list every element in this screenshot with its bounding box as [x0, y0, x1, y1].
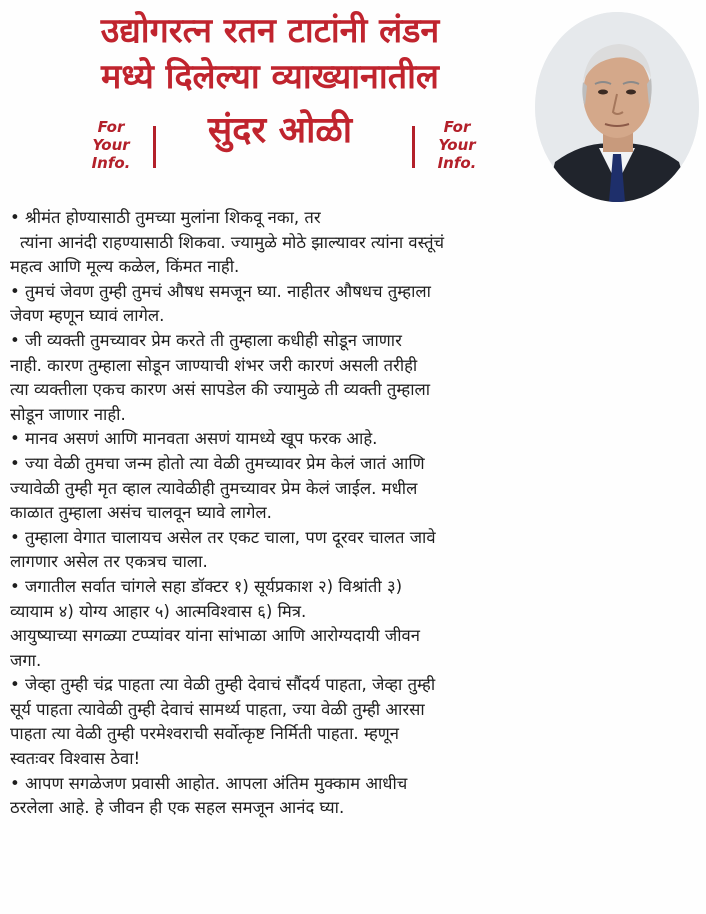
quote-paragraph: [10, 206, 700, 280]
quote-paragraph: [10, 575, 700, 673]
quote-line: आयुष्याच्या सगळ्या टप्प्यांवर यांना सांभाळा आणि आरोग्यदायी जीवन: [10, 626, 420, 646]
portrait-photo: [535, 12, 699, 202]
quote-line: सूर्य पाहता त्यावेळी तुम्ही देवाचं सामर्थ्य पाहता, ज्या वेळी तुम्ही आरसा: [10, 699, 425, 719]
title-line-3: सुंदर ओळी: [207, 110, 353, 151]
quote-paragraph: [10, 452, 700, 526]
fyi-left-line-3: Info.: [91, 154, 131, 172]
quote-line: ठरलेला आहे. हे जीवन ही एक सहल समजून आनंद घ्या.: [10, 798, 345, 818]
fyi-badge-right: [426, 118, 488, 196]
quote-line: काळात तुम्हाला असंच चालवून घ्यावे लागेल.: [10, 503, 272, 523]
bracket-icon: [145, 126, 156, 168]
poster-header: [0, 0, 706, 205]
quote-line: व्यायाम ४) योग्य आहार ५) आत्मविश्वास ६) मित्र.: [10, 601, 307, 621]
quote-line: महत्व आणि मूल्य कळेल, किंमत नाही.: [10, 257, 240, 277]
quote-paragraph: [10, 772, 700, 821]
fyi-right-line-2: Your: [438, 136, 476, 154]
quote-line: लागणार असेल तर एकत्रच चाला.: [10, 552, 208, 572]
quote-line: • आपण सगळेजण प्रवासी आहोत. आपला अंतिम मुक्काम आधीच: [10, 773, 408, 793]
quote-paragraph: [10, 329, 700, 427]
fyi-right-line-1: For: [443, 118, 471, 136]
quote-line: त्या व्यक्तीला एकच कारण असं सापडेल की ज्यामुळे ती व्यक्ती तुम्हाला: [10, 380, 431, 400]
quote-line: • तुम्हाला वेगात चालायच असेल तर एकट चाला, पण दूरवर चालत जावे: [10, 527, 436, 547]
quote-line: पाहता त्या वेळी तुम्ही परमेश्वराची सर्वोत्कृष्ट निर्मिती पाहता. म्हणून: [10, 724, 400, 744]
quote-paragraph: [10, 673, 700, 771]
quote-line: नाही. कारण तुम्हाला सोडून जाण्याची शंभर जरी कारणं असली तरीही: [10, 355, 418, 375]
quote-line: • जेव्हा तुम्ही चंद्र पाहता त्या वेळी तुम्ही देवाचं सौंदर्य पाहता, जेव्हा तुम्ही: [10, 675, 436, 695]
fyi-right-line-3: Info.: [437, 154, 477, 172]
quote-line: त्यांना आनंदी राहण्यासाठी शिकवा. ज्यामुळे मोठे झाल्यावर त्यांना वस्तूंचं: [20, 232, 445, 252]
quote-line: जगा.: [10, 650, 42, 670]
quote-line: • जगातील सर्वात चांगले सहा डॉक्टर १) सूर्यप्रकाश २) विश्रांती ३): [10, 576, 403, 596]
quote-line: • श्रीमंत होण्यासाठी तुमच्या मुलांना शिकवू नका, तर: [10, 208, 321, 227]
quote-line: ज्यावेळी तुम्ही मृत व्हाल त्यावेळीही तुमच्यावर प्रेम केलं जाईल. मधील: [10, 478, 418, 498]
fyi-badge-left: [80, 118, 142, 196]
fyi-left-line-2: Your: [92, 136, 130, 154]
quote-line: स्वतःवर विश्वास ठेवा!: [10, 749, 141, 769]
quote-paragraph: [10, 280, 700, 329]
portrait-illustration: [535, 12, 699, 202]
fyi-left-line-1: For: [97, 118, 125, 136]
quote-line: • मानव असणं आणि मानवता असणं यामध्ये खूप फरक आहे.: [10, 429, 378, 449]
quotes-body: [10, 206, 700, 821]
quote-line: जेवण म्हणून घ्यावं लागेल.: [10, 306, 165, 326]
title-line-2: मध्ये दिलेल्या व्याख्यानातील: [101, 57, 439, 97]
quote-line: सोडून जाणार नाही.: [10, 404, 126, 424]
quote-paragraph: [10, 427, 700, 452]
quote-line: • तुमचं जेवण तुम्ही तुमचं औषध समजून घ्या. नाहीतर औषधच तुम्हाला: [10, 281, 431, 301]
title-line-1: उद्योगरत्न रतन टाटांनी लंडन: [100, 11, 440, 51]
quote-paragraph: [10, 526, 700, 575]
bracket-icon: [412, 126, 423, 168]
quote-line: • ज्या वेळी तुमचा जन्म होतो त्या वेळी तुमच्यावर प्रेम केलं जातं आणि: [10, 453, 425, 473]
quote-line: • जी व्यक्ती तुमच्यावर प्रेम करते ती तुम्हाला कधीही सोडून जाणार: [10, 330, 402, 350]
